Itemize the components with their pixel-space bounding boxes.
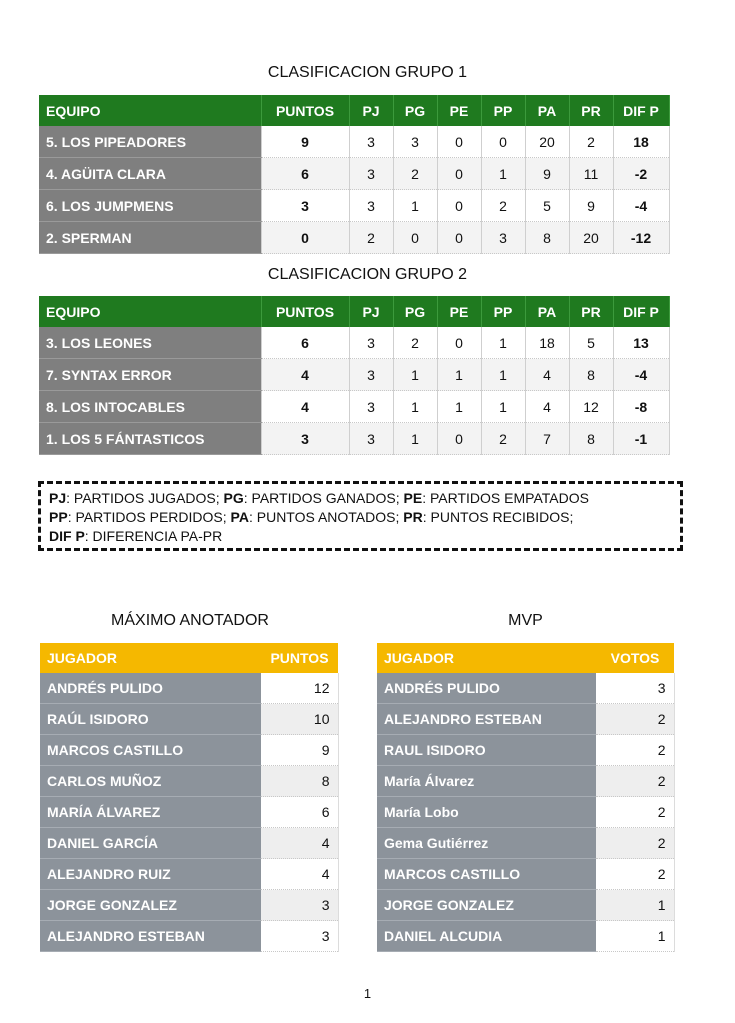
- player-value: 12: [261, 673, 338, 704]
- group2-header-row: [39, 296, 669, 327]
- table-row: [377, 859, 674, 890]
- player-name: ALEJANDRO RUIZ: [40, 859, 261, 890]
- table-row: [377, 921, 674, 952]
- cell-pg: 3: [393, 126, 437, 158]
- cell-pr: 5: [569, 327, 613, 359]
- cell-dif: -4: [613, 359, 669, 391]
- cell-dif: -12: [613, 222, 669, 254]
- legend-key: PE: [403, 490, 423, 506]
- player-name: JORGE GONZALEZ: [40, 890, 261, 921]
- table-row: [40, 890, 338, 921]
- cell-puntos: 0: [261, 222, 349, 254]
- player-value: 2: [596, 828, 674, 859]
- cell-team: 6. LOS JUMPMENS: [39, 190, 261, 222]
- mvp-title: MVP: [508, 612, 543, 629]
- player-value: 3: [261, 890, 338, 921]
- cell-pe: 0: [437, 126, 481, 158]
- cell-pp: 1: [481, 391, 525, 423]
- scorers-header-player: JUGADOR: [40, 643, 261, 673]
- player-name: María Álvarez: [377, 766, 596, 797]
- table-row: [39, 190, 669, 222]
- scorers-body: [40, 673, 338, 952]
- header-pa: PA: [525, 296, 569, 327]
- cell-dif: 18: [613, 126, 669, 158]
- player-name: ANDRÉS PULIDO: [377, 673, 596, 704]
- cell-pe: 1: [437, 359, 481, 391]
- cell-pe: 0: [437, 158, 481, 190]
- scorers-header-points: PUNTOS: [261, 643, 338, 673]
- cell-pj: 3: [349, 391, 393, 423]
- group1-body: [39, 126, 669, 254]
- mvp-body: [377, 673, 674, 952]
- legend-text: : PUNTOS ANOTADOS;: [248, 509, 404, 525]
- group1-title: CLASIFICACION GRUPO 1: [267, 64, 468, 81]
- cell-pg: 1: [393, 423, 437, 455]
- header-dif-p: DIF P: [613, 296, 669, 327]
- legend-line-3: [49, 527, 672, 546]
- cell-pj: 3: [349, 359, 393, 391]
- cell-team: 3. LOS LEONES: [39, 327, 261, 359]
- header-pj: PJ: [349, 296, 393, 327]
- header-pj: PJ: [349, 95, 393, 126]
- table-row: [39, 222, 669, 254]
- cell-dif: -8: [613, 391, 669, 423]
- legend-key: PJ: [49, 490, 67, 506]
- header-pg: PG: [393, 95, 437, 126]
- cell-team: 8. LOS INTOCABLES: [39, 391, 261, 423]
- cell-pe: 0: [437, 423, 481, 455]
- player-value: 3: [261, 921, 338, 952]
- table-row: [377, 890, 674, 921]
- legend-line-1: [49, 489, 672, 508]
- legend-key: DIF P: [49, 528, 85, 544]
- cell-dif: -4: [613, 190, 669, 222]
- table-row: [377, 828, 674, 859]
- cell-pr: 11: [569, 158, 613, 190]
- table-row: [377, 704, 674, 735]
- header-pp: PP: [481, 296, 525, 327]
- cell-pj: 3: [349, 126, 393, 158]
- player-value: 9: [261, 735, 338, 766]
- player-value: 2: [596, 859, 674, 890]
- header-pe: PE: [437, 296, 481, 327]
- header-puntos: PUNTOS: [261, 296, 349, 327]
- player-value: 2: [596, 735, 674, 766]
- cell-pp: 1: [481, 327, 525, 359]
- table-row: [40, 859, 338, 890]
- cell-pr: 20: [569, 222, 613, 254]
- player-name: MARÍA ÁLVAREZ: [40, 797, 261, 828]
- legend-text: : PARTIDOS GANADOS;: [243, 490, 404, 506]
- cell-pa: 5: [525, 190, 569, 222]
- header-dif-p: DIF P: [613, 95, 669, 126]
- cell-pr: 12: [569, 391, 613, 423]
- table-row: [40, 735, 338, 766]
- cell-pr: 8: [569, 423, 613, 455]
- cell-puntos: 9: [261, 126, 349, 158]
- group2-title: CLASIFICACION GRUPO 2: [267, 266, 468, 283]
- cell-pj: 2: [349, 222, 393, 254]
- player-value: 4: [261, 859, 338, 890]
- cell-pa: 4: [525, 359, 569, 391]
- cell-pe: 0: [437, 222, 481, 254]
- player-value: 2: [596, 797, 674, 828]
- legend-line-2: [49, 508, 672, 527]
- legend-text: : PARTIDOS PERDIDOS;: [67, 509, 231, 525]
- header-pr: PR: [569, 296, 613, 327]
- cell-puntos: 3: [261, 423, 349, 455]
- legend-key: PR: [403, 509, 423, 525]
- cell-pa: 9: [525, 158, 569, 190]
- page-number: 1: [363, 986, 372, 1001]
- legend-text: : DIFERENCIA PA-PR: [84, 528, 223, 544]
- cell-team: 7. SYNTAX ERROR: [39, 359, 261, 391]
- header-pe: PE: [437, 95, 481, 126]
- table-row: [40, 673, 338, 704]
- mvp-header-player: JUGADOR: [377, 643, 596, 673]
- player-value: 2: [596, 704, 674, 735]
- cell-dif: -2: [613, 158, 669, 190]
- mvp-header-votes: VOTOS: [596, 643, 674, 673]
- mvp-table: [377, 643, 675, 952]
- cell-pj: 3: [349, 327, 393, 359]
- cell-pg: 1: [393, 359, 437, 391]
- header-pp: PP: [481, 95, 525, 126]
- table-row: [40, 766, 338, 797]
- group1-header-row: [39, 95, 669, 126]
- player-value: 3: [596, 673, 674, 704]
- player-name: MARCOS CASTILLO: [40, 735, 261, 766]
- cell-pa: 18: [525, 327, 569, 359]
- cell-pa: 7: [525, 423, 569, 455]
- player-name: Gema Gutiérrez: [377, 828, 596, 859]
- cell-pg: 2: [393, 158, 437, 190]
- player-name: RAÚL ISIDORO: [40, 704, 261, 735]
- cell-team: 5. LOS PIPEADORES: [39, 126, 261, 158]
- cell-puntos: 4: [261, 359, 349, 391]
- top-scorers-table: [40, 643, 339, 952]
- table-row: [40, 704, 338, 735]
- cell-pe: 1: [437, 391, 481, 423]
- player-name: DANIEL ALCUDIA: [377, 921, 596, 952]
- header-pg: PG: [393, 296, 437, 327]
- table-row: [39, 126, 669, 158]
- cell-pj: 3: [349, 158, 393, 190]
- player-value: 2: [596, 766, 674, 797]
- cell-pr: 2: [569, 126, 613, 158]
- group2-standings-table: [39, 296, 670, 455]
- cell-pp: 1: [481, 158, 525, 190]
- header-equipo: EQUIPO: [39, 95, 261, 126]
- table-row: [39, 391, 669, 423]
- table-row: [39, 423, 669, 455]
- player-value: 8: [261, 766, 338, 797]
- player-name: JORGE GONZALEZ: [377, 890, 596, 921]
- cell-pp: 1: [481, 359, 525, 391]
- cell-puntos: 6: [261, 327, 349, 359]
- player-value: 6: [261, 797, 338, 828]
- player-name: DANIEL GARCÍA: [40, 828, 261, 859]
- cell-pr: 8: [569, 359, 613, 391]
- player-name: CARLOS MUÑOZ: [40, 766, 261, 797]
- cell-team: 1. LOS 5 FÁNTASTICOS: [39, 423, 261, 455]
- table-row: [40, 797, 338, 828]
- cell-pa: 8: [525, 222, 569, 254]
- cell-pg: 0: [393, 222, 437, 254]
- player-name: ALEJANDRO ESTEBAN: [40, 921, 261, 952]
- legend-text: : PARTIDOS JUGADOS;: [66, 490, 224, 506]
- player-name: María Lobo: [377, 797, 596, 828]
- cell-pp: 0: [481, 126, 525, 158]
- player-value: 4: [261, 828, 338, 859]
- cell-pp: 2: [481, 423, 525, 455]
- cell-pg: 1: [393, 190, 437, 222]
- player-value: 1: [596, 921, 674, 952]
- table-row: [377, 766, 674, 797]
- player-name: MARCOS CASTILLO: [377, 859, 596, 890]
- cell-team: 2. SPERMAN: [39, 222, 261, 254]
- cell-pr: 9: [569, 190, 613, 222]
- legend-key: PG: [223, 490, 244, 506]
- cell-pp: 3: [481, 222, 525, 254]
- cell-pg: 2: [393, 327, 437, 359]
- player-name: RAUL ISIDORO: [377, 735, 596, 766]
- legend-key: PA: [230, 509, 249, 525]
- table-row: [39, 359, 669, 391]
- cell-pj: 3: [349, 423, 393, 455]
- player-name: ANDRÉS PULIDO: [40, 673, 261, 704]
- table-row: [377, 797, 674, 828]
- player-value: 10: [261, 704, 338, 735]
- cell-pa: 4: [525, 391, 569, 423]
- cell-pp: 2: [481, 190, 525, 222]
- cell-team: 4. AGÜITA CLARA: [39, 158, 261, 190]
- table-row: [39, 327, 669, 359]
- scorers-title: MÁXIMO ANOTADOR: [111, 612, 269, 629]
- cell-puntos: 6: [261, 158, 349, 190]
- header-equipo: EQUIPO: [39, 296, 261, 327]
- header-pr: PR: [569, 95, 613, 126]
- cell-pj: 3: [349, 190, 393, 222]
- legend-text: : PARTIDOS EMPATADOS: [422, 490, 589, 506]
- abbreviations-legend: [38, 481, 683, 551]
- cell-pg: 1: [393, 391, 437, 423]
- cell-pe: 0: [437, 190, 481, 222]
- cell-dif: -1: [613, 423, 669, 455]
- group2-body: [39, 327, 669, 455]
- table-row: [377, 673, 674, 704]
- header-puntos: PUNTOS: [261, 95, 349, 126]
- table-row: [377, 735, 674, 766]
- cell-puntos: 4: [261, 391, 349, 423]
- cell-pa: 20: [525, 126, 569, 158]
- cell-dif: 13: [613, 327, 669, 359]
- group1-standings-table: [39, 95, 670, 254]
- header-pa: PA: [525, 95, 569, 126]
- table-row: [40, 921, 338, 952]
- legend-key: PP: [49, 509, 68, 525]
- player-value: 1: [596, 890, 674, 921]
- table-row: [39, 158, 669, 190]
- cell-pe: 0: [437, 327, 481, 359]
- player-name: ALEJANDRO ESTEBAN: [377, 704, 596, 735]
- cell-puntos: 3: [261, 190, 349, 222]
- legend-text: : PUNTOS RECIBIDOS;: [422, 509, 574, 525]
- table-row: [40, 828, 338, 859]
